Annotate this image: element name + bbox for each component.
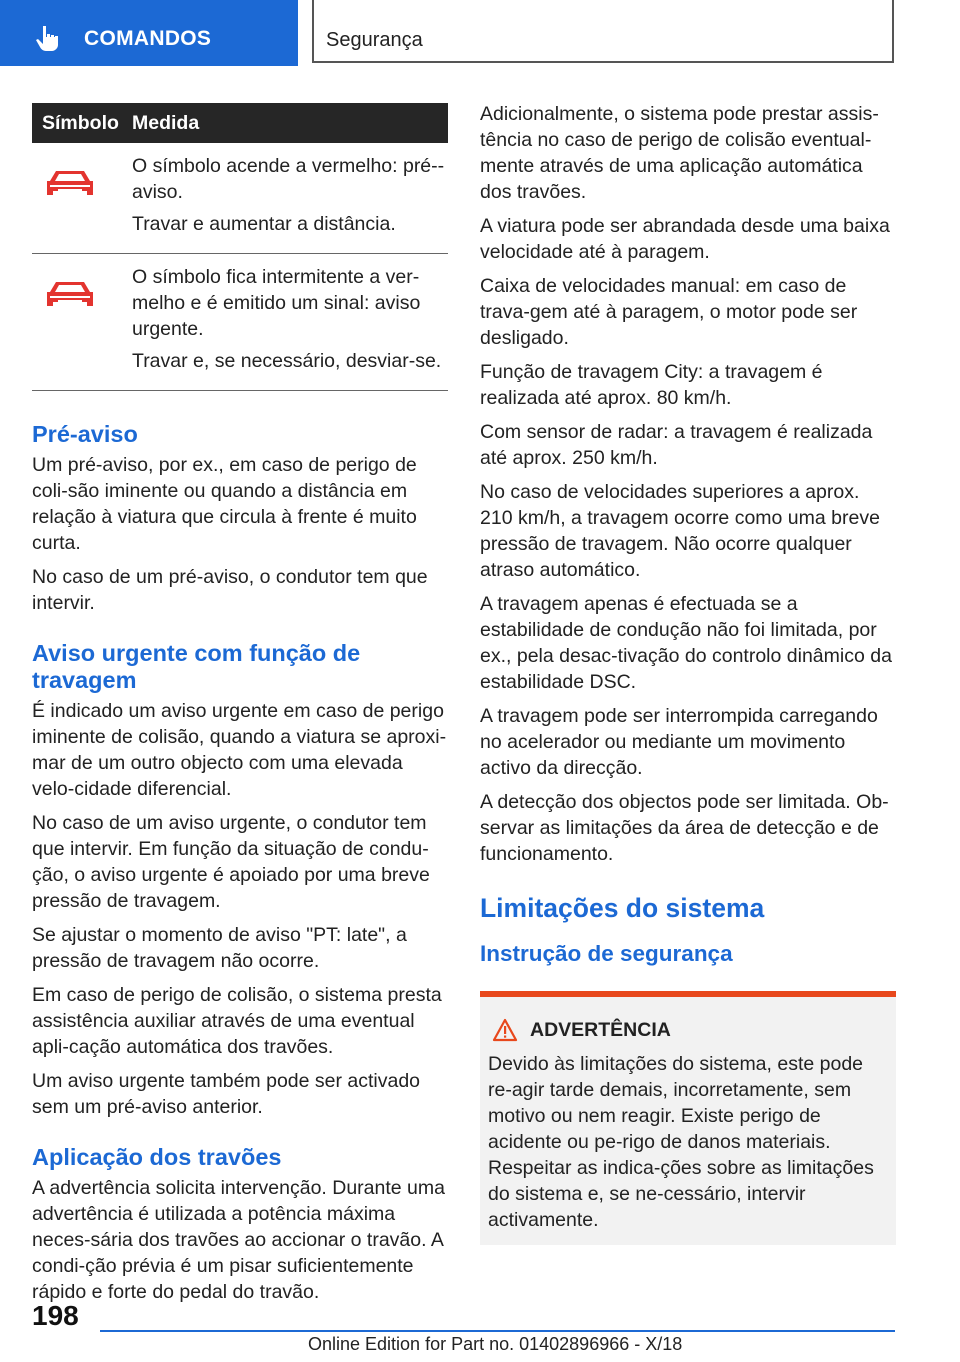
paragraph: A travagem apenas é efectuada se a estabilidade de condução não foi limitada, por ex., pela desac-tivação do controlo dinâmico da estabilidade DSC. [480, 593, 892, 693]
heading-aviso-urgente: Aviso urgente com função de travagem [32, 640, 361, 693]
paragraph: Função de travagem City: a travagem é realizada até aprox. 80 km/h. [480, 361, 823, 409]
paragraph: Caixa de velocidades manual: em caso de trava-gem até à paragem, o motor pode ser desligado. [480, 275, 858, 349]
measure-line: O símbolo acende a vermelho: pré--aviso. [132, 155, 445, 203]
paragraph: Em caso de perigo de colisão, o sistema presta assistência auxiliar através de uma eventual apli-cação automática dos travões. [32, 984, 442, 1058]
measure-line: Travar e aumentar a distância. [132, 213, 396, 235]
section-label: Segurança [326, 29, 423, 51]
heading-preaviso: Pré-aviso [32, 421, 138, 447]
pointing-hand-icon [34, 24, 62, 52]
heading-aplicacao-travoes: Aplicação dos travões [32, 1144, 282, 1170]
paragraph: A viatura pode ser abrandada desde uma baixa velocidade até à paragem. [480, 215, 890, 263]
table-row [32, 254, 448, 391]
warning-triangle-icon [492, 1018, 518, 1042]
chapter-tab[interactable] [0, 0, 298, 66]
paragraph: A detecção dos objectos pode ser limitada. Ob-servar as limitações da área de detecção e de funcionamento. [480, 791, 889, 865]
table-cell-measure [132, 254, 448, 391]
paragraph: Com sensor de radar: a travagem é realizada até aprox. 250 km/h. [480, 421, 873, 469]
table-cell-symbol [32, 254, 132, 391]
footer-divider [100, 1330, 895, 1332]
paragraph: No caso de velocidades superiores a aprox. 210 km/h, a travagem ocorre como uma breve pressão de travagem. Não ocorre qualquer atraso automático. [480, 481, 880, 581]
measure-line: Travar e, se necessário, desviar-se. [132, 350, 442, 372]
warning-title-row [488, 1017, 888, 1043]
paragraph: A travagem pode ser interrompida carregando no acelerador ou mediante um movimento activo da direcção. [480, 705, 878, 779]
warning-title: ADVERTÊNCIA [530, 1019, 671, 1041]
heading-limitacoes: Limitações do sistema [480, 893, 765, 923]
paragraph: No caso de um pré-aviso, o condutor tem que intervir. [32, 566, 428, 614]
paragraph: Um pré-aviso, por ex., em caso de perigo de coli-são iminente ou quando a distância em relação à viatura que circula à frente é muito curta. [32, 454, 417, 554]
car-warning-blinking-icon [46, 278, 94, 310]
measure-line: O símbolo fica intermitente a ver-melho e é emitido um sinal: aviso urgente. [132, 266, 421, 340]
section-tab[interactable] [312, 0, 894, 63]
table-header-measure: Medida [132, 103, 448, 143]
edition-text: Online Edition for Part no. 01402896966 - X/18 [308, 1334, 683, 1354]
paragraph: No caso de um aviso urgente, o condutor tem que intervir. Em função da situação de condu-ção, o aviso urgente é apoiado por uma breve pressão de travagem. [32, 812, 430, 912]
chapter-label: COMANDOS [84, 27, 212, 50]
car-warning-icon [46, 167, 94, 199]
right-column [480, 101, 896, 1245]
table-header-symbol: Símbolo [32, 103, 132, 143]
left-column [32, 103, 448, 1313]
paragraph: Adicionalmente, o sistema pode prestar assis-tência no caso de perigo de colisão eventual-mente através de uma aplicação automática dos travões. [480, 103, 879, 203]
table-cell-symbol [32, 143, 132, 254]
table-header-row [32, 103, 448, 143]
heading-instrucao-seguranca: Instrução de segurança [480, 941, 733, 966]
page-number: 198 [32, 1300, 79, 1331]
paragraph: Um aviso urgente também pode ser activado sem um pré-aviso anterior. [32, 1070, 421, 1118]
paragraph: É indicado um aviso urgente em caso de perigo iminente de colisão, quando a viatura se aproxi-mar de um outro objecto com uma elevada velo-cidade diferencial. [32, 700, 447, 800]
table-cell-measure [132, 143, 448, 254]
symbol-table [32, 103, 448, 391]
table-row [32, 143, 448, 254]
warning-box [480, 991, 896, 1245]
warning-text: Devido às limitações do sistema, este pode re-agir tarde demais, incorretamente, sem motivo ou nem reagir. Existe perigo de acidente ou pe-rigo de danos materiais. Respeitar as indica-ções sobre as limitações do sistema e, se ne-cessário, intervir activamente. [488, 1053, 874, 1231]
page-header [0, 0, 960, 66]
paragraph: A advertência solicita intervenção. Durante uma advertência é utilizada a potência máxima neces-sária dos travões ao accionar o travão. A condi-ção prévia é um pisar suficientemente rápido e forte do pedal do travão. [32, 1177, 445, 1303]
paragraph: Se ajustar o momento de aviso "PT: late", a pressão de travagem não ocorre. [32, 924, 407, 972]
